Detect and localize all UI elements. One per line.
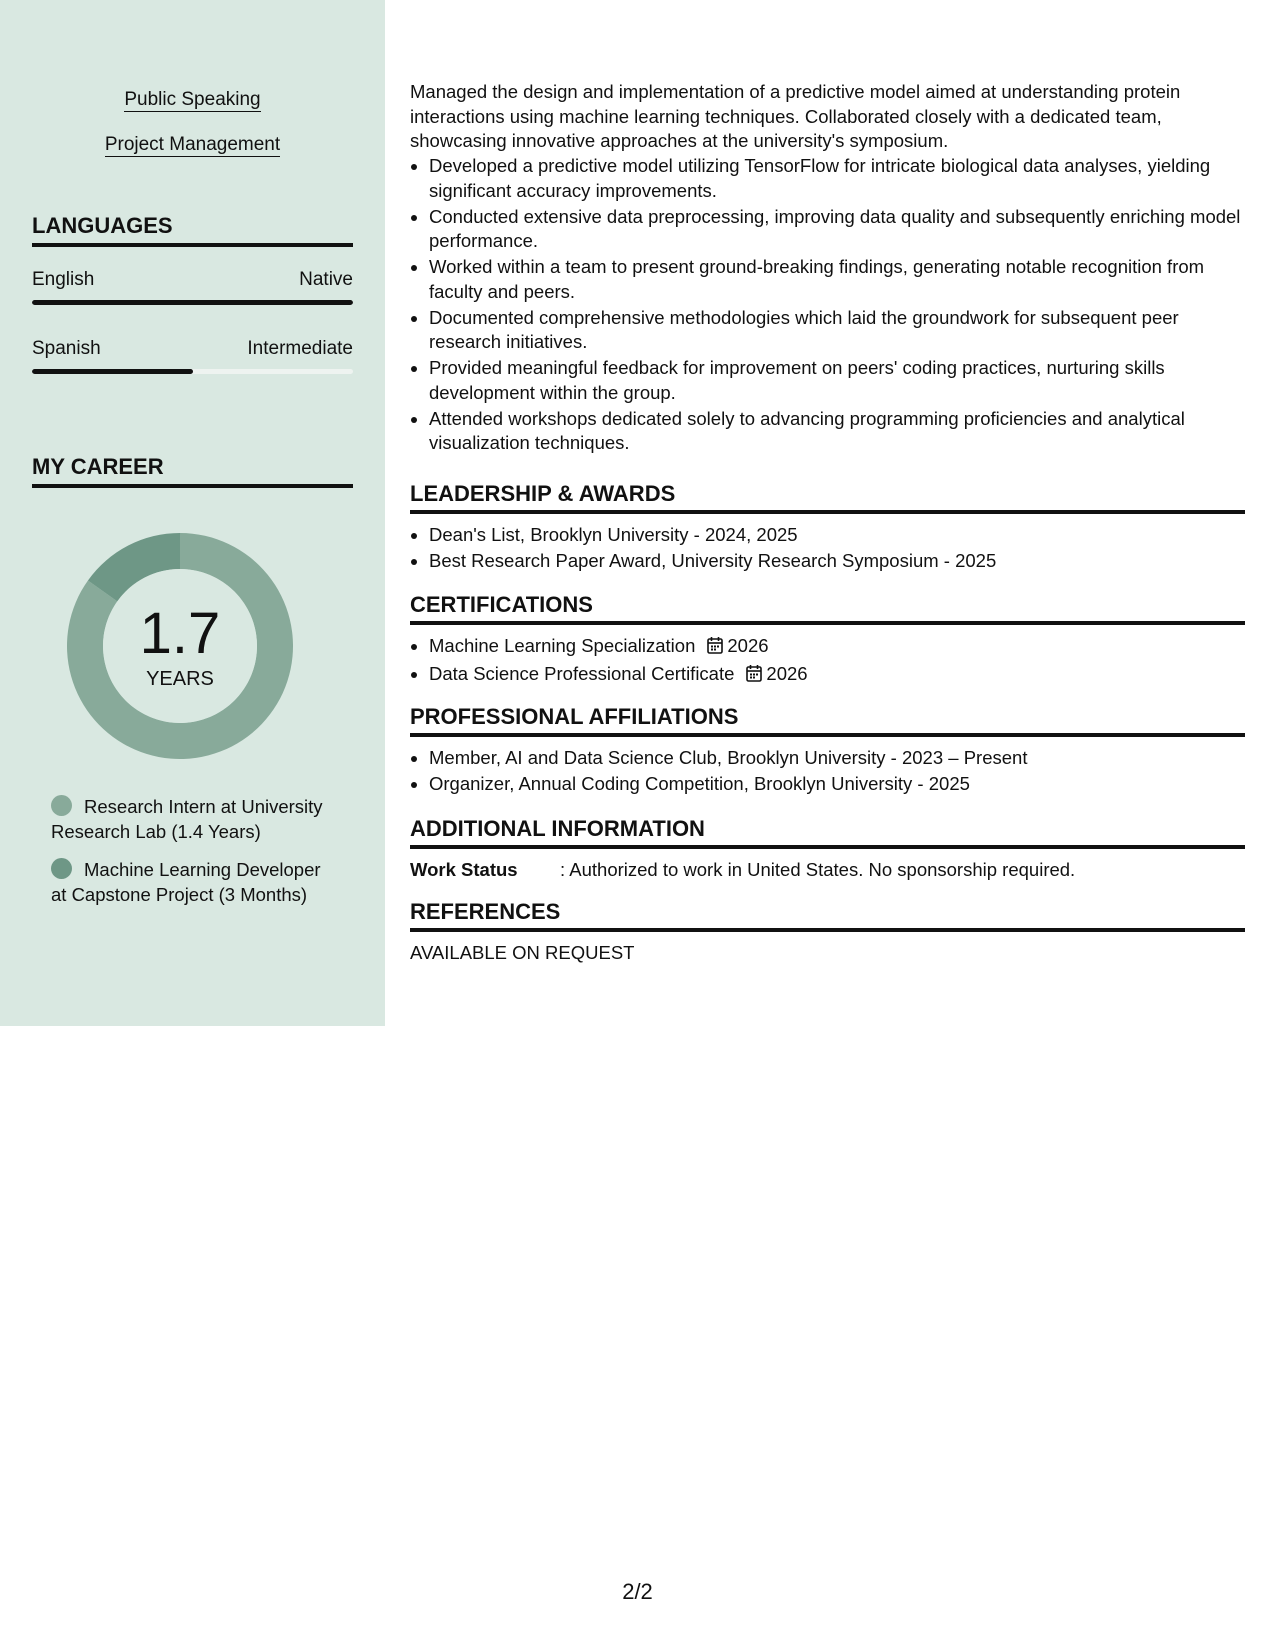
- work-status-value: : Authorized to work in United States. No sponsorship required.: [560, 859, 1076, 880]
- list-item: • Provided meaningful feedback for improvement on peers' coding practices, nurturing skills development within the group.: [429, 356, 1245, 405]
- legend-label: Research Intern at University Research Lab (1.4 Years): [51, 796, 323, 842]
- page-number: 2/2: [622, 1579, 653, 1604]
- language-level: Native: [299, 269, 353, 290]
- list-item: • Documented comprehensive methodologies which laid the groundwork for subsequent peer research initiatives.: [429, 306, 1245, 355]
- language-level: Intermediate: [247, 338, 353, 359]
- career-heading: MY CAREER: [32, 453, 353, 488]
- list-item: • Organizer, Annual Coding Competition, Brooklyn University - 2025: [429, 772, 1245, 797]
- skill-label: Project Management: [104, 134, 281, 155]
- language-proficiency-fill: [32, 369, 193, 374]
- legend-dot: [51, 795, 72, 816]
- certification-name: Machine Learning Specialization: [429, 635, 696, 656]
- language-proficiency-bar: [32, 369, 353, 374]
- experience-bullets: [410, 154, 1245, 457]
- calendar-icon: [707, 636, 723, 661]
- language-proficiency-bar: [32, 300, 353, 305]
- language-name: English: [32, 269, 95, 290]
- career-legend-item: [51, 858, 341, 907]
- work-status-label: Work Status: [410, 859, 518, 880]
- list-item: • Developed a predictive model utilizing TensorFlow for intricate biological data analyses, yielding significant accuracy improvements.: [429, 154, 1245, 203]
- certification-year: 2026: [766, 663, 808, 684]
- language-proficiency-fill: [32, 300, 353, 305]
- certification-name: Data Science Professional Certificate: [429, 663, 735, 684]
- references-text: AVAILABLE ON REQUEST: [410, 942, 635, 963]
- affiliations-list: [410, 746, 1245, 798]
- career-total-unit: YEARS: [146, 668, 214, 690]
- certification-item: [429, 634, 1245, 661]
- list-item: • Attended workshops dedicated solely to advancing programming proficiencies and analytical visualization techniques.: [429, 407, 1245, 456]
- language-name: Spanish: [32, 338, 101, 359]
- certifications-heading: CERTIFICATIONS: [410, 591, 1245, 625]
- leadership-list: [410, 523, 1245, 575]
- list-item: • Conducted extensive data preprocessing, improving data quality and subsequently enriching model performance.: [429, 205, 1245, 254]
- career-legend-item: [51, 795, 341, 844]
- legend-label: Machine Learning Developer at Capstone Project (3 Months): [51, 859, 321, 905]
- work-status-row: [410, 858, 1245, 882]
- additional-info-heading: ADDITIONAL INFORMATION: [410, 815, 1245, 849]
- career-total-value: 1.7: [139, 601, 221, 666]
- legend-dot: [51, 858, 72, 879]
- references-heading: REFERENCES: [410, 898, 1245, 932]
- donut-center: [67, 533, 293, 759]
- list-item: • Dean's List, Brooklyn University - 2024, 2025: [429, 523, 1245, 548]
- languages-heading: LANGUAGES: [32, 212, 353, 247]
- skill-item: [0, 88, 385, 112]
- career-donut-chart: [67, 533, 293, 759]
- certification-item: [429, 662, 1245, 689]
- skill-label: Public Speaking: [124, 89, 261, 110]
- calendar-icon: [746, 664, 762, 689]
- list-item: • Best Research Paper Award, University Research Symposium - 2025: [429, 549, 1245, 574]
- sidebar: [0, 0, 385, 1026]
- skill-item: [0, 133, 385, 157]
- experience-summary: Managed the design and implementation of a predictive model aimed at understanding protein interactions using machine learning techniques. Collaborated closely with a dedicated team, showcasing innovative approaches at the university's symposium.: [410, 81, 1181, 151]
- certifications-list: [410, 634, 1245, 690]
- list-item: • Member, AI and Data Science Club, Brooklyn University - 2023 – Present: [429, 746, 1245, 771]
- affiliations-heading: PROFESSIONAL AFFILIATIONS: [410, 703, 1245, 737]
- list-item: • Worked within a team to present ground-breaking findings, generating notable recognition from faculty and peers.: [429, 255, 1245, 304]
- leadership-heading: LEADERSHIP & AWARDS: [410, 480, 1245, 514]
- certification-year: 2026: [727, 635, 769, 656]
